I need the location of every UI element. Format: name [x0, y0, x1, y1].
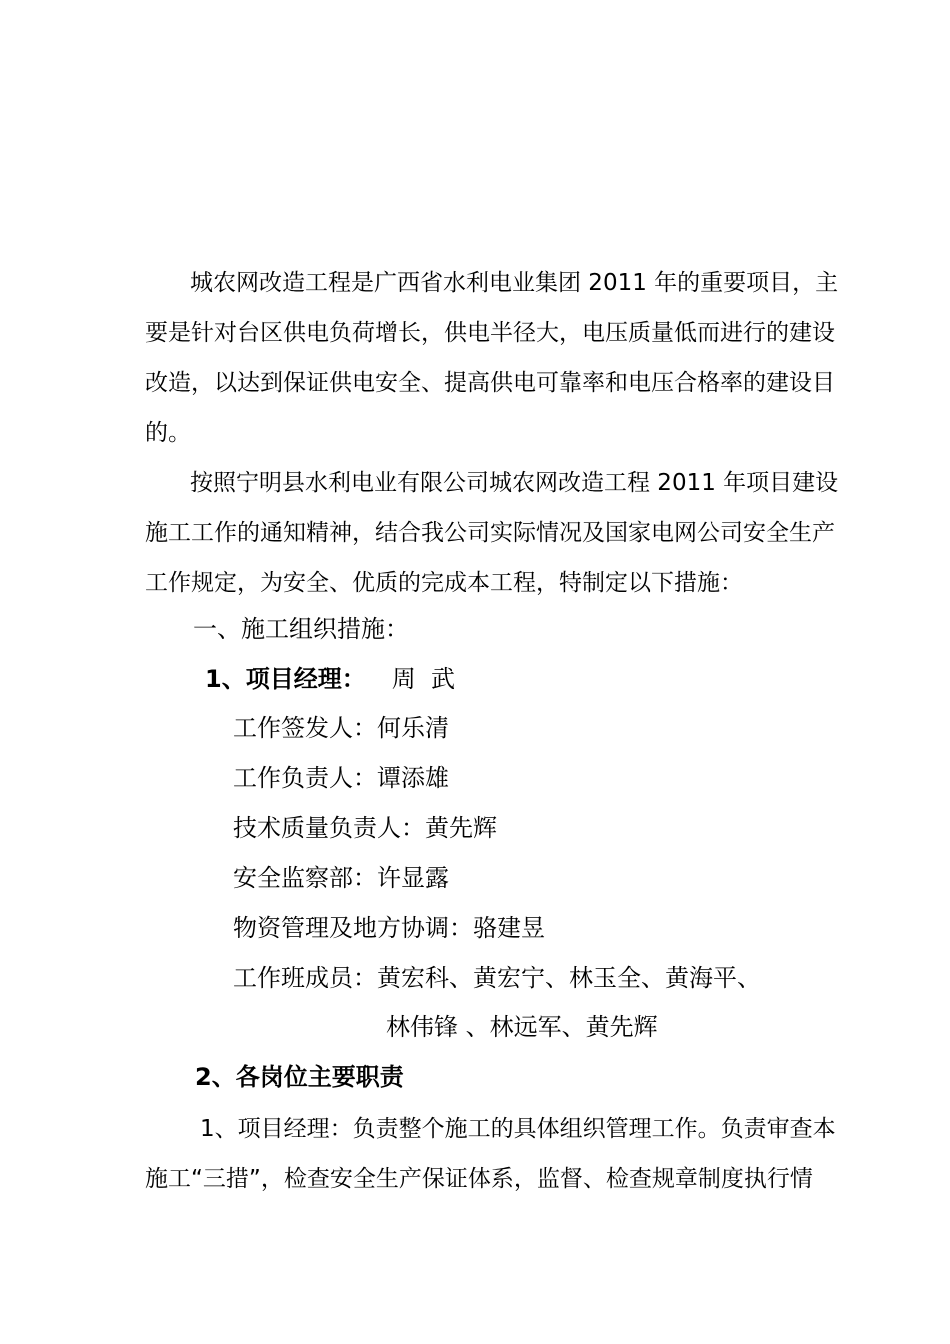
intro-p2-line-2: 施工工作的通知精神，结合我公司实际情况及国家电网公司安全生产: [145, 520, 835, 546]
intro-p1-line-1: 城农网改造工程是广西省水利电业集团 2011 年的重要项目，主: [190, 270, 839, 296]
project-manager-line: [205, 664, 455, 694]
section1-heading: 一、施工组织措施：: [193, 615, 409, 643]
project-manager-name: 周 武: [391, 665, 455, 693]
intro-p1-line-3: 改造，以达到保证供电安全、提高供电可靠率和电压合格率的建设目: [145, 370, 835, 396]
intro-p1-line-2: 要是针对台区供电负荷增长，供电半径大，电压质量低而进行的建设: [145, 320, 835, 346]
section2-heading: 2、各岗位主要职责: [195, 1063, 404, 1091]
section2-line-2: 施工“三措”，检查安全生产保证体系，监督、检查规章制度执行情: [145, 1166, 813, 1192]
role-line-5: 物资管理及地方协调：骆建昱: [233, 914, 545, 942]
intro-p2-line-1: 按照宁明县水利电业有限公司城农网改造工程 2011 年项目建设: [190, 470, 839, 496]
role-line-6: 工作班成员：黄宏科、黄宏宁、林玉全、黄海平、: [233, 964, 761, 992]
intro-p2-line-3: 工作规定，为安全、优质的完成本工程，特制定以下措施：: [145, 570, 743, 596]
role-line-1: 工作签发人：何乐清: [233, 714, 449, 742]
project-manager-label: 1、项目经理：: [205, 665, 366, 693]
team-members-continued: 林伟锋 、林远军、黄先辉: [386, 1013, 658, 1041]
intro-p1-line-4: 的。: [145, 420, 191, 446]
role-line-2: 工作负责人：谭添雄: [233, 764, 449, 792]
role-line-4: 安全监察部：许显露: [233, 864, 449, 892]
role-line-3: 技术质量负责人：黄先辉: [233, 814, 497, 842]
section2-line-1: 1、项目经理：负责整个施工的具体组织管理工作。负责审查本: [200, 1116, 836, 1142]
